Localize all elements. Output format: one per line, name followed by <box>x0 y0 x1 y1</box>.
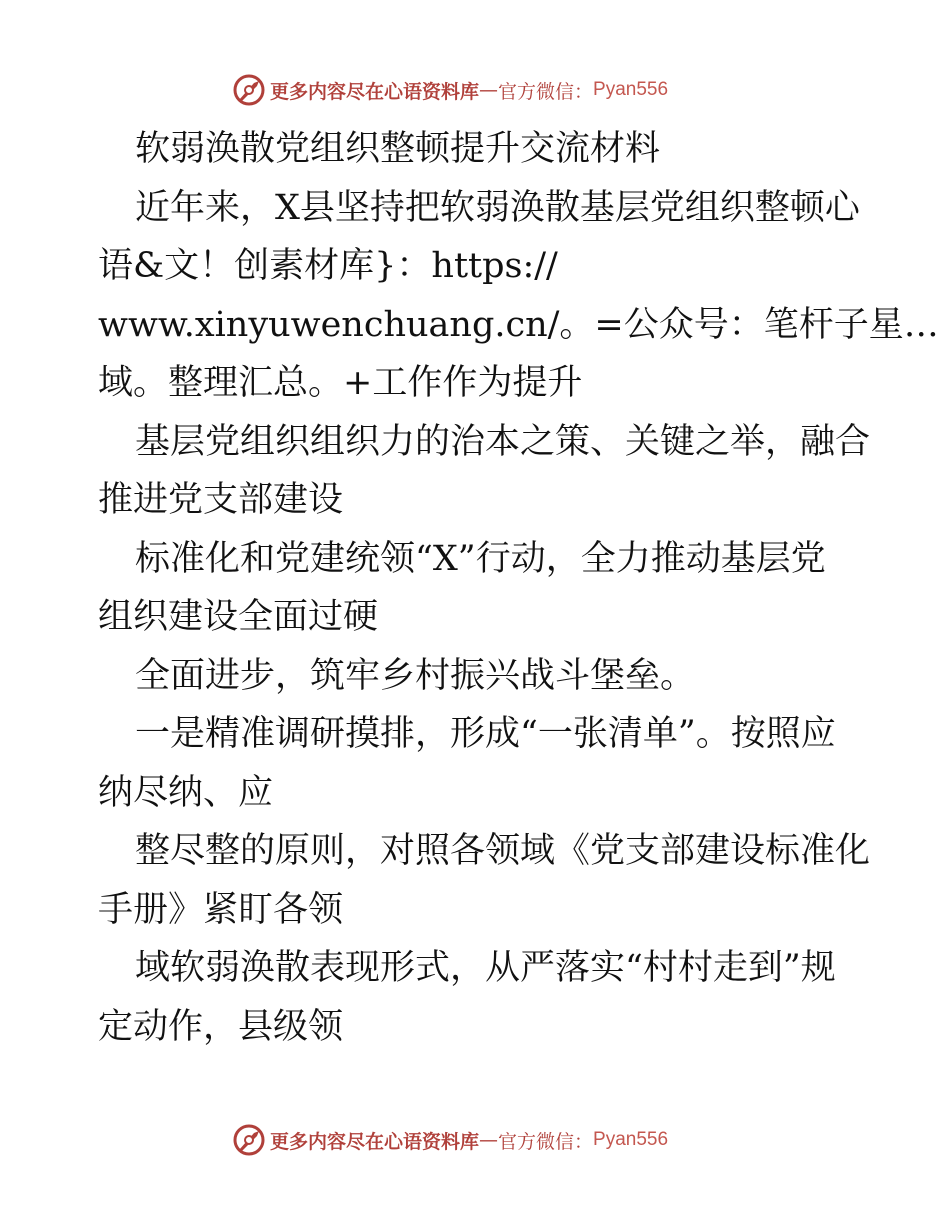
paragraph-line: 纳尽纳、应 <box>98 772 274 813</box>
paragraph-line: 全面进步，筑牢乡村振兴战斗堡垒。 <box>135 655 696 696</box>
paragraph-line: 推进党支部建设 <box>98 480 344 520</box>
watermark-separator: — <box>479 79 499 101</box>
paragraph-line: 标准化和党建统领“X”行动，全力推动基层党 <box>135 538 826 579</box>
document-title: 软弱涣散党组织整顿提升交流材料 <box>135 129 661 169</box>
paragraph-line: 语&文！创素材库}：https:// <box>98 246 558 286</box>
paragraph-line: 近年来，X县坚持把软弱涣散基层党组织整顿心 <box>135 187 860 228</box>
document-body <box>98 120 939 1056</box>
footer-watermark <box>232 1120 712 1160</box>
watermark-text: 更多内容尽在心语资料库 <box>270 80 480 103</box>
paragraph-line: www.xinyuwenchuang.cn/。=公众号：笔杆子星… <box>98 304 939 345</box>
header-watermark <box>232 70 712 110</box>
quill-logo-icon <box>232 73 266 107</box>
paragraph-line: 基层党组织组织力的治本之策、关键之举，融合 <box>135 421 871 462</box>
quill-logo-icon <box>232 1123 266 1157</box>
watermark-wechat-label: 官方微信： <box>498 1130 594 1153</box>
watermark-wechat-id: Pyan556 <box>593 79 669 100</box>
paragraph-line: 域软弱涣散表现形式，从严落实“村村走到”规 <box>135 948 836 988</box>
watermark-text: 更多内容尽在心语资料库 <box>270 1130 480 1153</box>
paragraph-line: 整尽整的原则，对照各领域《党支部建设标准化 <box>135 831 871 871</box>
paragraph-line: 一是精准调研摸排，形成“一张清单”。按照应 <box>135 714 836 754</box>
watermark-wechat-id: Pyan556 <box>593 1129 669 1150</box>
paragraph-line: 手册》紧盯各领 <box>98 889 344 930</box>
paragraph-line: 组织建设全面过硬 <box>98 597 379 637</box>
watermark-wechat-label: 官方微信： <box>498 80 594 103</box>
watermark-separator: — <box>479 1129 499 1151</box>
paragraph-line: 定动作，县级领 <box>98 1006 344 1047</box>
paragraph-line: 域。整理汇总。+工作作为提升 <box>98 363 583 403</box>
